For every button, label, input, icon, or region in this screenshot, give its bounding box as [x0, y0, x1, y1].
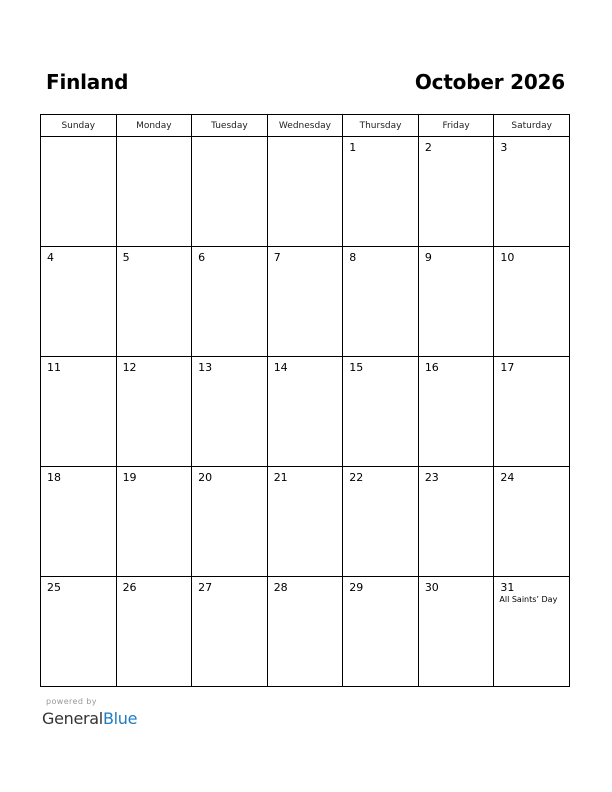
day-cell [343, 357, 419, 467]
day-number: 28 [273, 581, 288, 594]
weekday-monday: Monday [116, 115, 192, 137]
day-number: 31 [500, 581, 515, 594]
day-cell [418, 247, 494, 357]
day-number: 15 [349, 361, 364, 374]
powered-by-text: powered by [46, 697, 97, 706]
day-number: 3 [500, 141, 508, 154]
weekday-friday: Friday [418, 115, 494, 137]
day-cell [267, 577, 343, 687]
day-number: 27 [198, 581, 213, 594]
day-cell [41, 577, 117, 687]
day-cell [192, 137, 268, 247]
day-cell [494, 357, 570, 467]
weekday-row [41, 115, 570, 137]
day-cell [494, 467, 570, 577]
day-cell [494, 137, 570, 247]
day-number [192, 137, 267, 141]
day-cell [267, 357, 343, 467]
brand-blue-text: Blue [102, 709, 138, 728]
day-cell [343, 247, 419, 357]
day-cell [343, 467, 419, 577]
day-number [117, 137, 192, 141]
day-cell [494, 247, 570, 357]
day-cell [267, 137, 343, 247]
day-number: 19 [122, 471, 137, 484]
day-number: 10 [500, 251, 515, 264]
calendar-grid [40, 114, 570, 687]
day-cell [343, 577, 419, 687]
day-cell [41, 247, 117, 357]
day-number: 24 [500, 471, 515, 484]
week-row [41, 137, 570, 247]
day-number: 5 [122, 251, 130, 264]
day-number: 6 [198, 251, 206, 264]
month-year-title: October 2026 [414, 70, 565, 94]
day-number: 2 [424, 141, 432, 154]
day-cell [267, 467, 343, 577]
day-cell [418, 357, 494, 467]
day-number: 7 [273, 251, 281, 264]
day-cell [192, 247, 268, 357]
day-cell [418, 577, 494, 687]
brand-general-text: General [42, 709, 103, 728]
day-number: 20 [198, 471, 213, 484]
day-number: 23 [424, 471, 439, 484]
day-cell [116, 357, 192, 467]
country-title: Finland [46, 70, 129, 94]
generalblue-logo [42, 709, 137, 728]
day-number: 16 [424, 361, 439, 374]
day-cell [192, 357, 268, 467]
week-row [41, 247, 570, 357]
week-row [41, 467, 570, 577]
day-number: 4 [47, 251, 54, 264]
day-cell [192, 467, 268, 577]
week-row [41, 577, 570, 687]
day-cell [41, 357, 117, 467]
day-number: 22 [349, 471, 364, 484]
calendar-body [41, 137, 570, 687]
weekday-thursday: Thursday [343, 115, 419, 137]
day-number: 11 [47, 361, 61, 374]
day-cell [116, 577, 192, 687]
day-number: 26 [122, 581, 137, 594]
day-number: 25 [47, 581, 61, 594]
day-number: 14 [273, 361, 288, 374]
day-number: 12 [122, 361, 137, 374]
day-cell [494, 577, 570, 687]
day-cell [41, 467, 117, 577]
weekday-wednesday: Wednesday [267, 115, 343, 137]
weekday-tuesday: Tuesday [192, 115, 268, 137]
day-cell [116, 247, 192, 357]
day-number: 9 [424, 251, 432, 264]
day-number: 29 [349, 581, 364, 594]
weekday-header [41, 115, 570, 137]
day-number [268, 137, 343, 141]
day-cell [116, 467, 192, 577]
weekday-sunday: Sunday [41, 115, 117, 137]
day-number: 30 [424, 581, 439, 594]
day-cell [192, 577, 268, 687]
holiday-label: All Saints’ Day [499, 595, 558, 604]
day-cell [41, 137, 117, 247]
day-number: 17 [500, 361, 515, 374]
day-number: 21 [273, 471, 288, 484]
day-number: 1 [349, 141, 357, 154]
weekday-saturday: Saturday [494, 115, 570, 137]
day-number: 13 [198, 361, 213, 374]
day-number [41, 137, 116, 141]
day-number: 18 [47, 471, 61, 484]
week-row [41, 357, 570, 467]
day-cell [418, 467, 494, 577]
day-cell [267, 247, 343, 357]
day-cell [418, 137, 494, 247]
day-cell [116, 137, 192, 247]
day-number: 8 [349, 251, 357, 264]
day-cell [343, 137, 419, 247]
